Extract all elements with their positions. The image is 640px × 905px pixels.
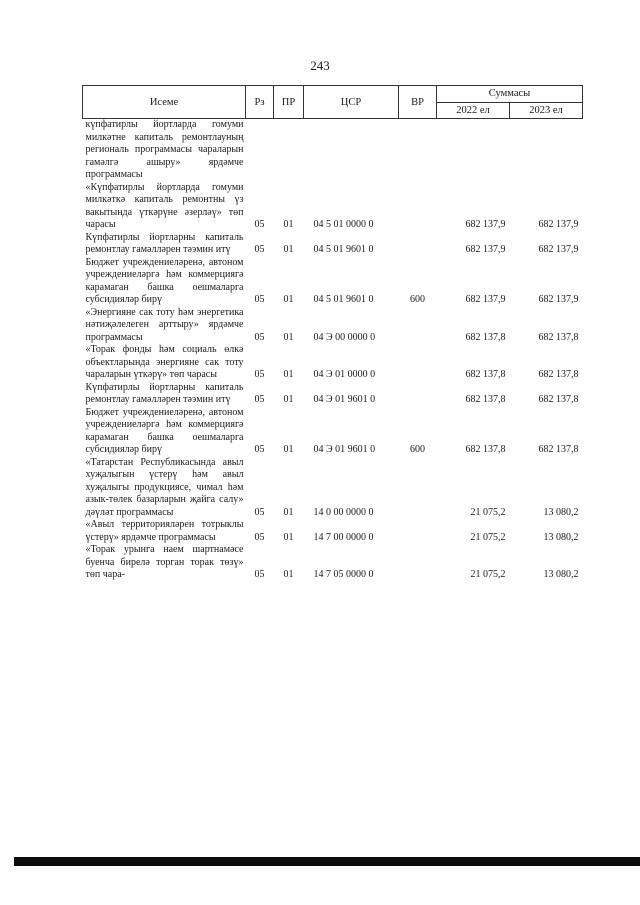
- row-rz: 05: [254, 506, 265, 518]
- row-csr: 04 5 01 9601 0: [313, 294, 374, 305]
- scan-border: [14, 857, 640, 866]
- row-vr: [399, 544, 437, 582]
- row-sum-2022: 682 137,8: [465, 331, 506, 343]
- row-csr: 04 Э 01 0000 0: [313, 369, 376, 380]
- row-vr: [399, 457, 437, 520]
- row-rz: 05: [254, 294, 265, 305]
- row-vr: [399, 307, 437, 345]
- row-name: Күпфатирлы йортларны капиталь ремонтлау гамәлләрен тәэмин итү: [85, 231, 244, 255]
- header-year-2023: 2023 ел: [510, 102, 583, 119]
- row-csr: 04 Э 01 9601 0: [313, 394, 376, 405]
- row-sum-2023: [510, 119, 583, 182]
- row-pr: 01: [283, 394, 294, 405]
- row-pr: 01: [283, 219, 294, 230]
- row-vr: [399, 382, 437, 407]
- row-name: Бюджет учреждениеләренә, автоном учреждениеләргә һәм коммерциягә карамаган башка оешмаларга субсидияләр бирү: [85, 256, 244, 305]
- row-vr: [399, 232, 437, 257]
- header-name: Исеме: [83, 86, 246, 119]
- row-sum-2023: 682 137,8: [538, 444, 579, 455]
- header-sums: Суммасы: [437, 86, 583, 103]
- row-csr: 14 7 00 0000 0: [313, 531, 374, 543]
- row-pr: [274, 119, 304, 182]
- row-sum-2023: 682 137,8: [538, 331, 579, 343]
- row-csr: 04 Э 01 9601 0: [313, 444, 376, 455]
- row-sum-2022: 682 137,8: [465, 394, 506, 405]
- table-row: [83, 407, 583, 457]
- row-csr: 14 7 05 0000 0: [313, 569, 374, 580]
- row-sum-2023: 682 137,8: [538, 394, 579, 405]
- row-sum-2022: 682 137,8: [465, 369, 506, 380]
- row-name: «Күпфатирлы йортларда гомуми милкәткә капиталь ремонтны үз вакытында үткәрүне әзерләү» төп чарасы: [85, 181, 244, 230]
- row-vr: [399, 344, 437, 382]
- row-sum-2022: 682 137,9: [465, 294, 506, 305]
- row-rz: 05: [254, 531, 265, 543]
- row-vr: 600: [410, 294, 425, 305]
- row-sum-2022: 21 075,2: [470, 531, 506, 543]
- row-rz: [246, 119, 274, 182]
- row-pr: 01: [283, 531, 294, 543]
- row-pr: 01: [283, 244, 294, 255]
- row-name: «Торак урынга наем шартнамәсе буенча бирелә торган торак төзү» төп чара-: [85, 544, 244, 580]
- row-csr: 04 5 01 0000 0: [313, 219, 374, 230]
- row-pr: 01: [283, 331, 294, 343]
- header-year-2022: 2022 ел: [437, 102, 510, 119]
- row-rz: 05: [254, 394, 265, 405]
- row-rz: 05: [254, 219, 265, 230]
- row-pr: 01: [283, 444, 294, 455]
- page-number: 243: [310, 58, 330, 73]
- row-name: күпфатирлы йортларда гомуми милкәтне капиталь ремонтлауның региональ программасы чараларын гамәлгә ашыру» ярдәмче программасы: [85, 119, 244, 180]
- row-vr: 600: [410, 444, 425, 455]
- table-row: [83, 307, 583, 345]
- header-vr: ВР: [399, 86, 437, 119]
- row-sum-2023: 682 137,9: [538, 244, 579, 255]
- table-row: [83, 232, 583, 257]
- row-name: «Татарстан Республикасында авыл хуҗалыгын үстерү һәм авыл хуҗалыгы продукциясе, чимал һәм азык-төлек базарларын җайга салу» дәүләт программасы: [85, 456, 244, 518]
- row-rz: 05: [254, 331, 265, 343]
- row-name: «Торак фонды һәм социаль өлкә объектларында энергияне сак тоту чараларын үткәрү» төп чарасы: [85, 344, 244, 380]
- header-pr: ПР: [274, 86, 304, 119]
- row-sum-2023: 13 080,2: [543, 506, 579, 518]
- row-pr: 01: [283, 506, 294, 518]
- row-sum-2022: 682 137,8: [465, 444, 506, 455]
- header-csr: ЦСР: [304, 86, 399, 119]
- row-csr: 14 0 00 0000 0: [313, 506, 374, 518]
- row-sum-2022: 682 137,9: [465, 219, 506, 230]
- table-row: [83, 344, 583, 382]
- row-csr: 04 Э 00 0000 0: [313, 331, 376, 343]
- row-csr: [304, 119, 399, 182]
- row-name: Күпфатирлы йортларны капиталь ремонтлау гамәлләрен тәэмин итү: [85, 381, 244, 405]
- row-sum-2022: 21 075,2: [470, 506, 506, 518]
- row-csr: 04 5 01 9601 0: [313, 244, 374, 255]
- row-pr: 01: [283, 569, 294, 580]
- row-name: «Энергияне сак тоту һәм энергетика нәтиҗәлелеген арттыру» ярдәмче программасы: [85, 306, 244, 343]
- row-name: Бюджет учреждениеләренә, автоном учреждениеләргә һәм коммерциягә карамаган башка оешмаларга субсидияләр бирү: [85, 406, 244, 455]
- row-vr: [399, 119, 437, 182]
- table-row: [83, 182, 583, 232]
- row-sum-2023: 682 137,9: [538, 294, 579, 305]
- header-rz: Рз: [246, 86, 274, 119]
- budget-table: [82, 85, 583, 582]
- row-sum-2022: 21 075,2: [470, 569, 506, 580]
- table-row: [83, 519, 583, 544]
- row-sum-2022: 682 137,9: [465, 244, 506, 255]
- row-pr: 01: [283, 294, 294, 305]
- row-rz: 05: [254, 444, 265, 455]
- table-row: [83, 119, 583, 182]
- row-pr: 01: [283, 369, 294, 380]
- row-sum-2023: 682 137,9: [538, 219, 579, 230]
- table-row: [83, 457, 583, 520]
- row-rz: 05: [254, 369, 265, 380]
- table-row: [83, 257, 583, 307]
- row-sum-2023: 682 137,8: [538, 369, 579, 380]
- row-vr: [399, 519, 437, 544]
- row-rz: 05: [254, 244, 265, 255]
- row-sum-2022: [437, 119, 510, 182]
- row-rz: 05: [254, 569, 265, 580]
- row-name: «Авыл территорияләрен тотрыклы үстерү» ярдәмче программасы: [85, 519, 244, 543]
- table-row: [83, 544, 583, 582]
- row-vr: [399, 182, 437, 232]
- row-sum-2023: 13 080,2: [543, 531, 579, 543]
- table-row: [83, 382, 583, 407]
- row-sum-2023: 13 080,2: [543, 569, 579, 580]
